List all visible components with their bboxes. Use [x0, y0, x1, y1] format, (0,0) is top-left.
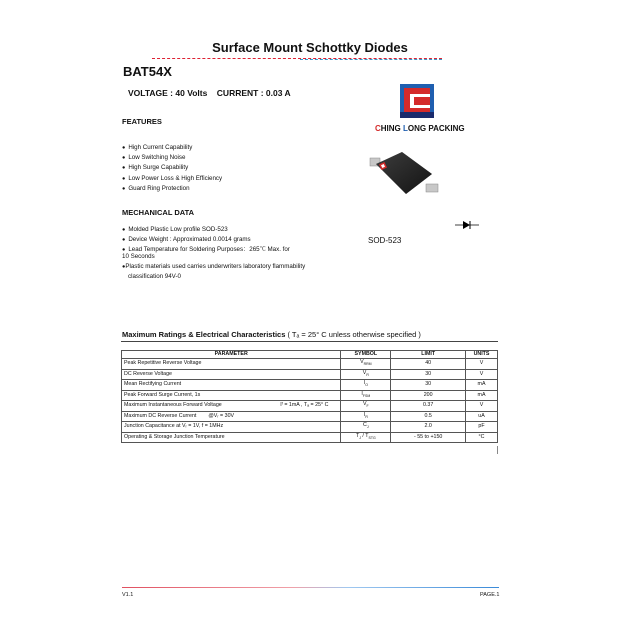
document-title: Surface Mount Schottky Diodes — [212, 40, 408, 55]
unit-cell: mA — [466, 380, 498, 390]
column-header-symbol: SYMBOL — [341, 351, 391, 359]
parameter-cell: Maximum DC Reverse Current @Vᵣ = 30V — [122, 411, 341, 421]
limit-cell: 30 — [391, 380, 466, 390]
mechanical-list — [122, 225, 290, 256]
sod523-package-image — [368, 150, 440, 200]
diode-symbol-icon — [455, 220, 479, 230]
company-name: CHING LONG PACKING — [375, 124, 465, 133]
footer-divider — [122, 587, 499, 588]
table-row — [122, 422, 498, 432]
table-row — [122, 411, 498, 421]
voltage-current-spec: VOLTAGE : 40 Volts CURRENT : 0.03 A — [128, 88, 291, 98]
ratings-table — [121, 350, 498, 443]
mechanical-item-continuation: 10 Seconds — [122, 253, 155, 260]
symbol-cell: $V_F$ — [341, 401, 391, 411]
symbol-cell: $V_{RRM}$ — [341, 359, 391, 369]
parameter-cell: Maximum Instantaneous Forward Voltage Iᶠ = 1mA , Tₐ = 25° C — [122, 401, 341, 411]
table-row — [122, 401, 498, 411]
list-item: ● High Current Capability — [122, 143, 222, 153]
features-heading: FEATURES — [122, 117, 162, 126]
symbol-cell: $T_J / T_{STG}$ — [341, 432, 391, 442]
column-header-parameter: PARAMETER — [122, 351, 341, 359]
symbol-cell: $I_{FSM}$ — [341, 390, 391, 400]
list-item: ● Molded Plastic Low profile SOD-523 — [122, 225, 290, 235]
list-item: ● Low Switching Noise — [122, 153, 222, 163]
unit-cell: pF — [466, 422, 498, 432]
unit-cell: mA — [466, 390, 498, 400]
unit-cell: V — [466, 401, 498, 411]
parameter-cell: Junction Capacitance at Vᵣ = 1V, f = 1MHz — [122, 422, 341, 432]
unit-cell: uA — [466, 411, 498, 421]
features-list — [122, 143, 222, 194]
limit-cell: 2.0 — [391, 422, 466, 432]
company-logo-icon — [400, 84, 434, 118]
parameter-cell: Peak Repetitive Reverse Voltage — [122, 359, 341, 369]
mechanical-item-flammability: ●Plastic materials used carries underwriters laboratory flammability classification 94V-0 — [122, 263, 306, 280]
column-header-units: UNITS — [466, 351, 498, 359]
ratings-divider — [121, 341, 498, 342]
limit-cell: 0.37 — [391, 401, 466, 411]
parameter-cell: DC Reverse Voltage — [122, 369, 341, 379]
parameter-cell: Peak Forward Surge Current, 1s — [122, 390, 341, 400]
list-item: ● Lead Temperature for Soldering Purposes：265℃ Max. for — [122, 245, 290, 255]
symbol-cell: $V_R$ — [341, 369, 391, 379]
part-number: BAT54X — [123, 64, 172, 79]
symbol-cell: $I_R$ — [341, 411, 391, 421]
footer-page-number: PAGE.1 — [480, 592, 500, 598]
list-item: ● Guard Ring Protection — [122, 184, 222, 194]
parameter-cell: Operating & Storage Junction Temperature — [122, 432, 341, 442]
table-row — [122, 369, 498, 379]
limit-cell: 40 — [391, 359, 466, 369]
limit-cell: 0.5 — [391, 411, 466, 421]
table-header-row — [122, 351, 498, 359]
list-item: ● Low Power Loss & High Efficiency — [122, 174, 222, 184]
table-row — [122, 380, 498, 390]
list-item: ● High Surge Capability — [122, 163, 222, 173]
mechanical-heading: MECHANICAL DATA — [122, 208, 195, 217]
limit-cell: 30 — [391, 369, 466, 379]
ratings-title: Maximum Ratings & Electrical Characteristics ( Tₐ = 25° C unless otherwise specified ) — [122, 330, 421, 339]
title-underline-blue — [300, 59, 442, 60]
symbol-cell: $I_O$ — [341, 380, 391, 390]
symbol-cell: $C_J$ — [341, 422, 391, 432]
table-row — [122, 359, 498, 369]
package-label: SOD-523 — [368, 236, 402, 245]
footer-version: V1.1 — [122, 592, 134, 598]
limit-cell: 200 — [391, 390, 466, 400]
column-header-limit: LIMIT — [391, 351, 466, 359]
margin-mark — [497, 446, 498, 454]
table-row — [122, 390, 498, 400]
unit-cell: V — [466, 369, 498, 379]
unit-cell: °C — [466, 432, 498, 442]
parameter-cell: Mean Rectifying Current — [122, 380, 341, 390]
table-row — [122, 432, 498, 442]
unit-cell: V — [466, 359, 498, 369]
limit-cell: - 55 to +150 — [391, 432, 466, 442]
list-item: ● Device Weight : Approximated 0.0014 grams — [122, 235, 290, 245]
